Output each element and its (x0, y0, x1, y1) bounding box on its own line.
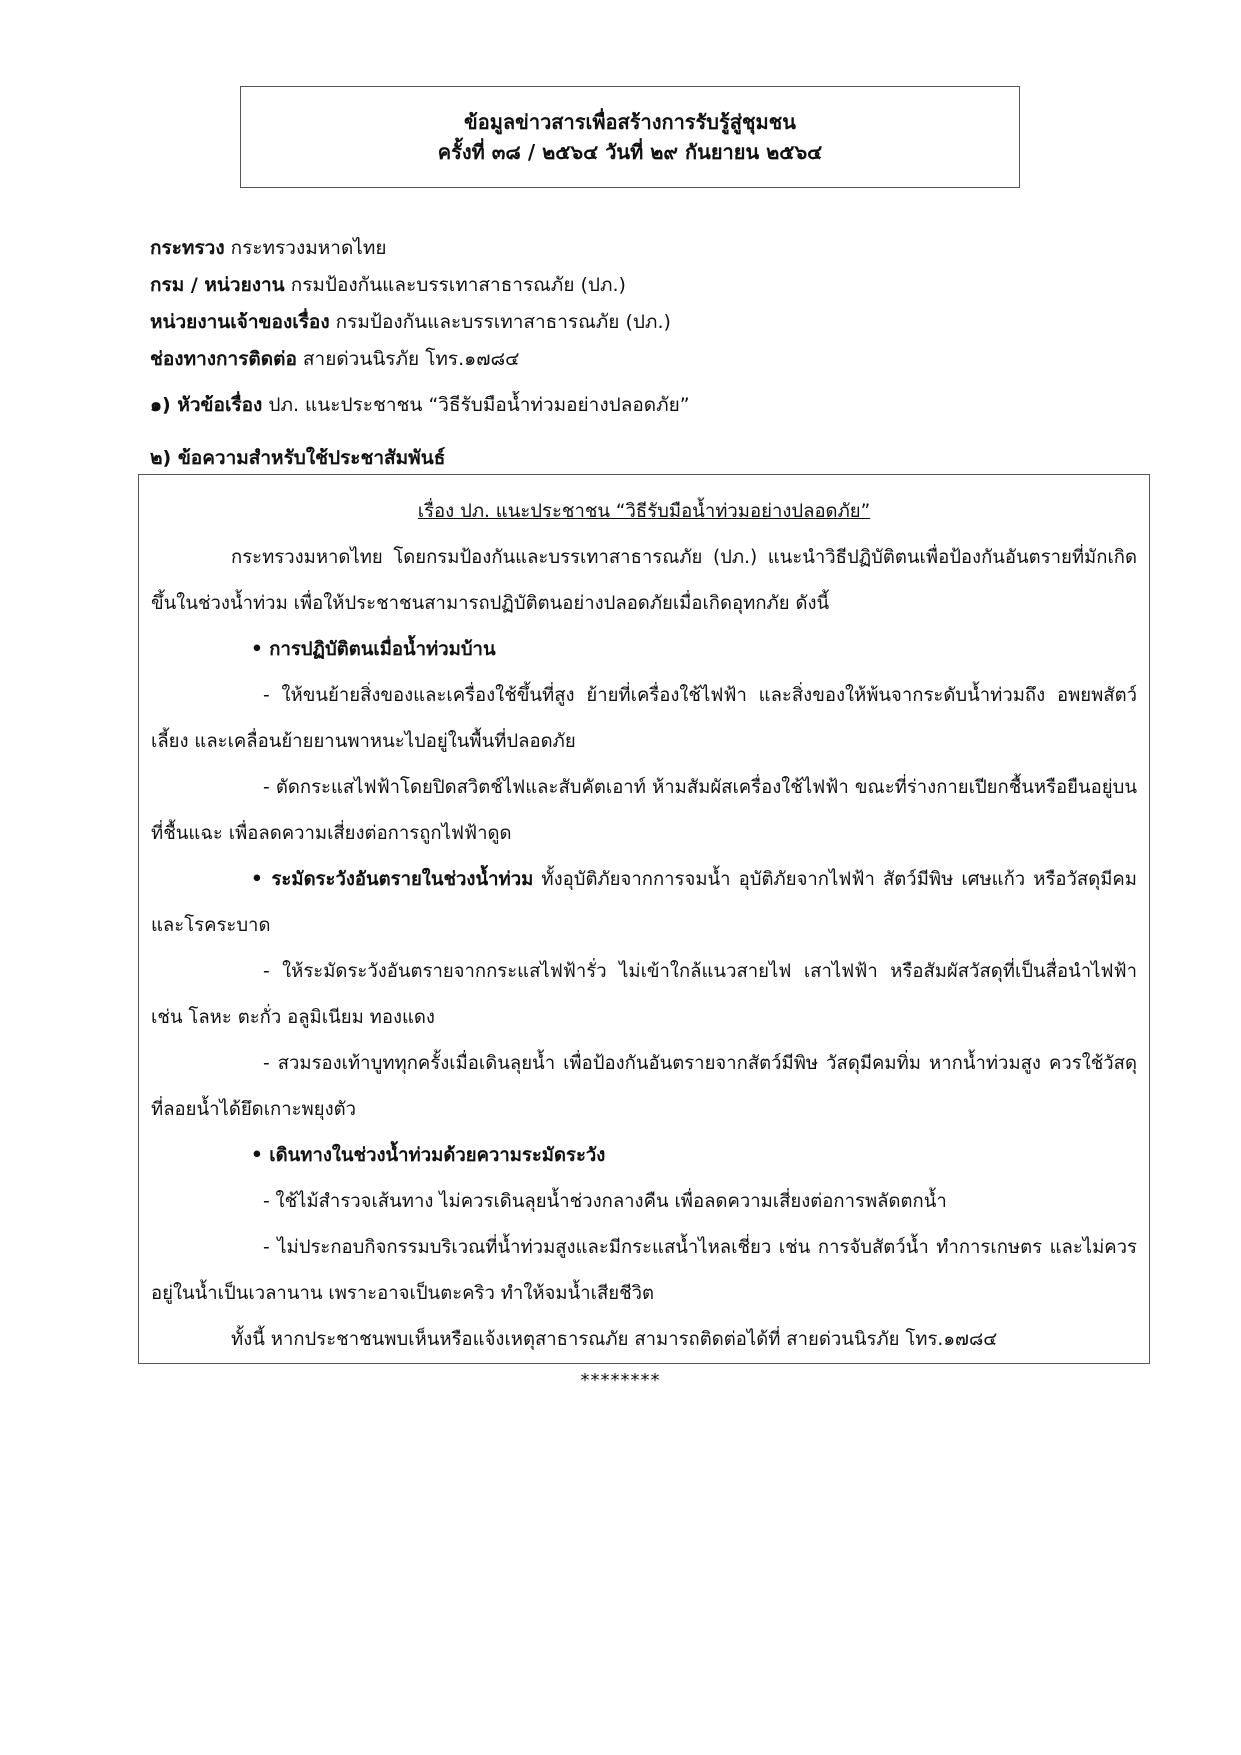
bullet-1-heading: • การปฏิบัติตนเมื่อน้ำท่วมบ้าน (251, 639, 496, 660)
document-meta (150, 230, 671, 378)
bullet-2-heading: • ระมัดระวังอันตรายในช่วงน้ำท่วม (251, 869, 534, 890)
bullet-3-item-1: - ใช้ไม้สำรวจเส้นทาง ไม่ควรเดินลุยน้ำช่วงกลางคืน เพื่อลดความเสี่ยงต่อการพลัดตกน้ำ (263, 1191, 947, 1212)
meta-contact-label: ช่องทางการติดต่อ (150, 348, 297, 370)
section-1-label: ๑) หัวข้อเรื่อง (150, 394, 263, 416)
release-title: เรื่อง ปภ. แนะประชาชน “วิธีรับมือน้ำท่วมอย่างปลอดภัย” (417, 501, 871, 522)
bullet-2-text: ทั้งอุบัติภัยจากการจมน้ำ อุบัติภัยจากไฟฟ้า สัตว์มีพิษ เศษแก้ว หรือวัสดุมีคม และโรคระบาด (151, 869, 1137, 936)
meta-owner-label: หน่วยงานเจ้าของเรื่อง (150, 311, 330, 333)
bullet-3-item-2: - ไม่ประกอบกิจกรรมบริเวณที่น้ำท่วมสูงและมีกระแสน้ำไหลเชี่ยว เช่น การจับสัตว์น้ำ ทำการเกษตร และไม่ควรอยู่ในน้ำเป็นเวลานาน เพราะอาจเป็นตะคริว ทำให้จมน้ำเสียชีวิต (151, 1237, 1137, 1304)
section-1-value: ปภ. แนะประชาชน “วิธีรับมือน้ำท่วมอย่างปลอดภัย” (268, 394, 690, 416)
meta-contact (150, 341, 671, 378)
section-2-heading: ๒) ข้อความสำหรับใช้ประชาสัมพันธ์ (150, 447, 446, 469)
document-title: ข้อมูลข่าวสารเพื่อสร้างการรับรู้สู่ชุมชน (464, 110, 796, 134)
bullet-1-item-2: - ตัดกระแสไฟฟ้าโดยปิดสวิตช์ไฟและสับคัตเอาท์ ห้ามสัมผัสเครื่องใช้ไฟฟ้า ขณะที่ร่างกายเปียกชื้นหรือยืนอยู่บนที่ชื้นแฉะ เพื่อลดความเสี่ยงต่อการถูกไฟฟ้าดูด (151, 777, 1137, 844)
meta-contact-value: สายด่วนนิรภัย โทร.๑๗๘๔ (302, 348, 520, 370)
meta-department-value: กรมป้องกันและบรรเทาสาธารณภัย (ปภ.) (290, 274, 626, 296)
release-intro: กระทรวงมหาดไทย โดยกรมป้องกันและบรรเทาสาธารณภัย (ปภ.) แนะนำวิธีปฏิบัติตนเพื่อป้องกันอันตรายที่มักเกิดขึ้นในช่วงน้ำท่วม เพื่อให้ประชาชนสามารถปฏิบัติตนอย่างปลอดภัยเมื่อเกิดอุทกภัย ดังนี้ (151, 547, 1137, 614)
bullet-1-item-1: - ให้ขนย้ายสิ่งของและเครื่องใช้ขึ้นที่สูง ย้ายที่เครื่องใช้ไฟฟ้า และสิ่งของให้พ้นจากระดับน้ำท่วมถึง อพยพสัตว์เลี้ยง และเคลื่อนย้ายยานพาหนะไปอยู่ในพื้นที่ปลอดภัย (151, 685, 1137, 752)
release-closing: ทั้งนี้ หากประชาชนพบเห็นหรือแจ้งเหตุสาธารณภัย สามารถติดต่อได้ที่ สายด่วนนิรภัย โทร.๑๗๘๔ (231, 1329, 998, 1350)
bullet-3-heading: • เดินทางในช่วงน้ำท่วมด้วยความระมัดระวัง (251, 1145, 606, 1166)
meta-ministry-value: กระทรวงมหาดไทย (230, 237, 387, 259)
meta-owner-value: กรมป้องกันและบรรเทาสาธารณภัย (ปภ.) (335, 311, 671, 333)
bullet-2-item-1: - ให้ระมัดระวังอันตรายจากกระแสไฟฟ้ารั่ว ไม่เข้าใกล้แนวสายไฟ เสาไฟฟ้า หรือสัมผัสวัสดุที่เป็นสื่อนำไฟฟ้า เช่น โลหะ ตะกั่ว อลูมิเนียม ทองแดง (151, 961, 1137, 1028)
document-title-box (240, 86, 1020, 188)
meta-department (150, 267, 671, 304)
meta-ministry (150, 230, 671, 267)
press-release-box (138, 474, 1150, 1364)
section-1-topic (150, 390, 690, 420)
meta-department-label: กรม / หน่วยงาน (150, 274, 285, 296)
document-issue-line: ครั้งที่ ๓๘ / ๒๕๖๔ วันที่ ๒๙ กันยายน ๒๕๖๔ (437, 140, 823, 164)
meta-ministry-label: กระทรวง (150, 237, 225, 259)
end-marker: ******** (580, 1370, 661, 1391)
meta-owner (150, 304, 671, 341)
bullet-2-item-2: - สวมรองเท้าบูททุกครั้งเมื่อเดินลุยน้ำ เพื่อป้องกันอันตรายจากสัตว์มีพิษ วัสดุมีคมทิ่ม หากน้ำท่วมสูง ควรใช้วัสดุที่ลอยน้ำได้ยึดเกาะพยุงตัว (151, 1053, 1137, 1120)
bullet-2 (151, 857, 1137, 949)
